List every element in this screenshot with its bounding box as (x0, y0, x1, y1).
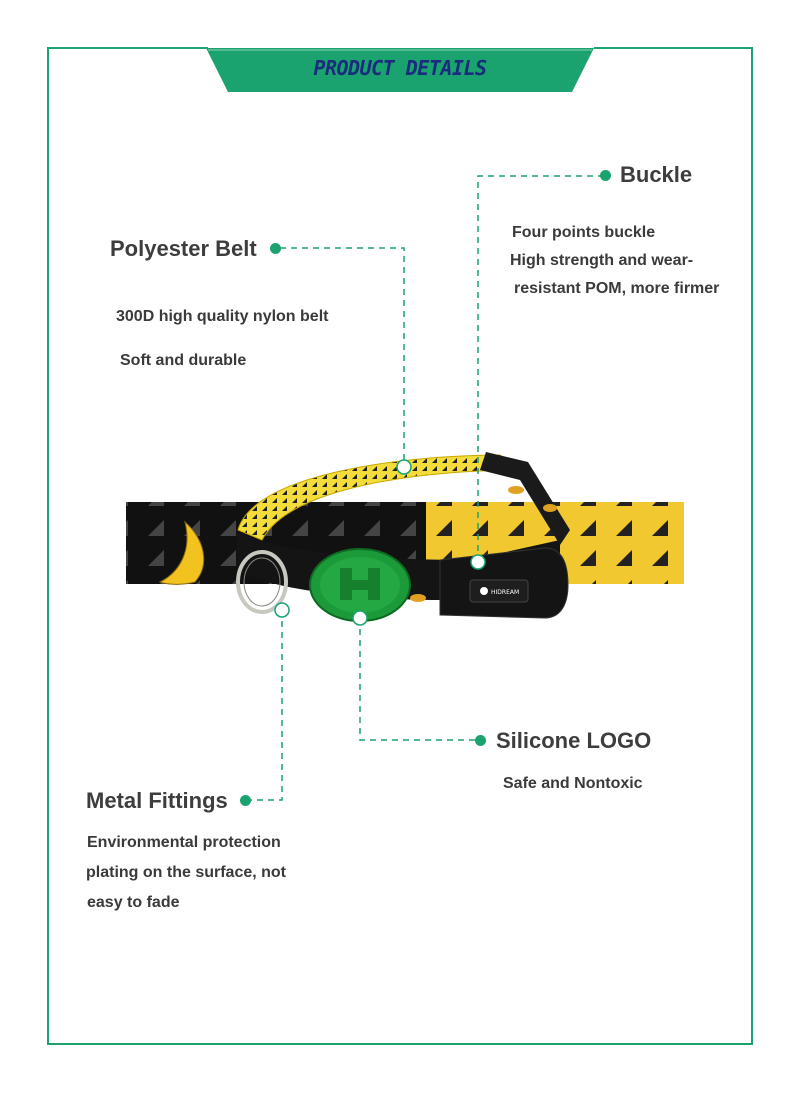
buckle-dot (600, 170, 611, 181)
fittings-desc-2: plating on the surface, not (86, 864, 287, 881)
buckle-title: Buckle (620, 162, 693, 187)
fittings-desc-1: Environmental protection (87, 834, 281, 851)
belt-desc-1: 300D high quality nylon belt (116, 308, 329, 325)
fittings-title: Metal Fittings (86, 788, 228, 813)
belt-dot (270, 243, 281, 254)
logo-title: Silicone LOGO (496, 728, 652, 753)
buckle-desc-1: Four points buckle (512, 224, 656, 241)
brand-text: HIDREAM (491, 589, 520, 596)
logo-dot (475, 735, 486, 746)
fittings-desc-3: easy to fade (87, 894, 180, 911)
marker-logo (353, 611, 367, 625)
buckle-desc-3: resistant POM, more firmer (514, 280, 720, 297)
buckle-desc-2: High strength and wear- (510, 252, 694, 269)
belt-title: Polyester Belt (110, 236, 257, 261)
marker-ring (275, 603, 289, 617)
fittings-dot (240, 795, 251, 806)
logo-desc-1: Safe and Nontoxic (503, 775, 643, 792)
belt-desc-2: Soft and durable (120, 352, 247, 369)
marker-belt (397, 460, 411, 474)
marker-buckle (471, 555, 485, 569)
page-title: PRODUCT DETAILS (313, 56, 487, 80)
